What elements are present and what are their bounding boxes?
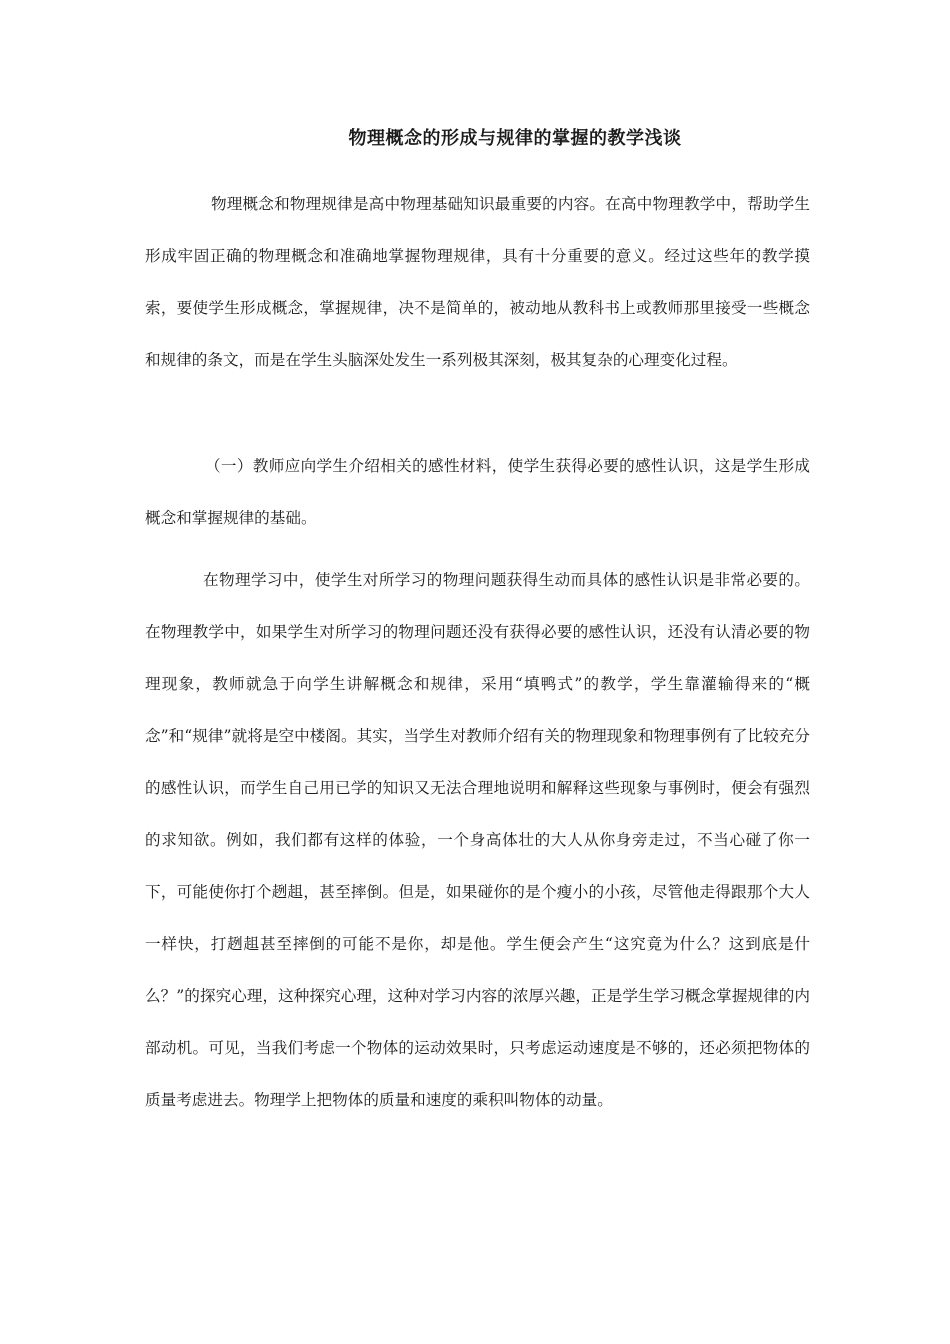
paragraph-section-heading: （一）教师应向学生介绍相关的感性材料，使学生获得必要的感性认识，这是学生形成概念和掌握规律的基础。 bbox=[145, 457, 810, 527]
document-title: 物理概念的形成与规律的掌握的教学浅谈 bbox=[348, 128, 682, 149]
paragraph-body: 在物理学习中，使学生对所学习的物理问题获得生动而具体的感性认识是非常必要的。在物理教学中，如果学生对所学习的物理问题还没有获得必要的感性认识，还没有认清必要的物理现象，教师就急于向学生讲解概念和规律，采用“填鸭式”的教学，学生靠灌输得来的“概念”和“规律”就将是空中楼阁。其实，当学生对教师介绍有关的物理现象和物理事例有了比较充分的感性认识，而学生自己用已学的知识又无法合理地说明和解释这些现象与事例时，便会有强烈的求知欲。例如，我们都有这样的体验，一个身高体壮的大人从你身旁走过，不当心碰了你一下，可能使你打个趔趄，甚至摔倒。但是，如果碰你的是个瘦小的小孩，尽管他走得跟那个大人一样快，打趔趄甚至摔倒的可能不是你，却是他。学生便会产生“这究竟为什么？这到底是什么？”的探究心理，这种探究心理，这种对学习内容的浓厚兴趣，正是学生学习概念掌握规律的内部动机。可见，当我们考虑一个物体的运动效果时，只考虑运动速度是不够的，还必须把物体的质量考虑进去。物理学上把物体的质量和速度的乘积叫物体的动量。 bbox=[145, 571, 810, 1109]
paragraph-intro: 物理概念和物理规律是高中物理基础知识最重要的内容。在高中物理教学中，帮助学生形成牢固正确的物理概念和准确地掌握物理规律，具有十分重要的意义。经过这些年的教学摸索，要使学生形成概念，掌握规律，决不是简单的，被动地从教科书上或教师那里接受一些概念和规律的条文，而是在学生头脑深处发生一系列极其深刻，极其复杂的心理变化过程。 bbox=[145, 195, 810, 369]
